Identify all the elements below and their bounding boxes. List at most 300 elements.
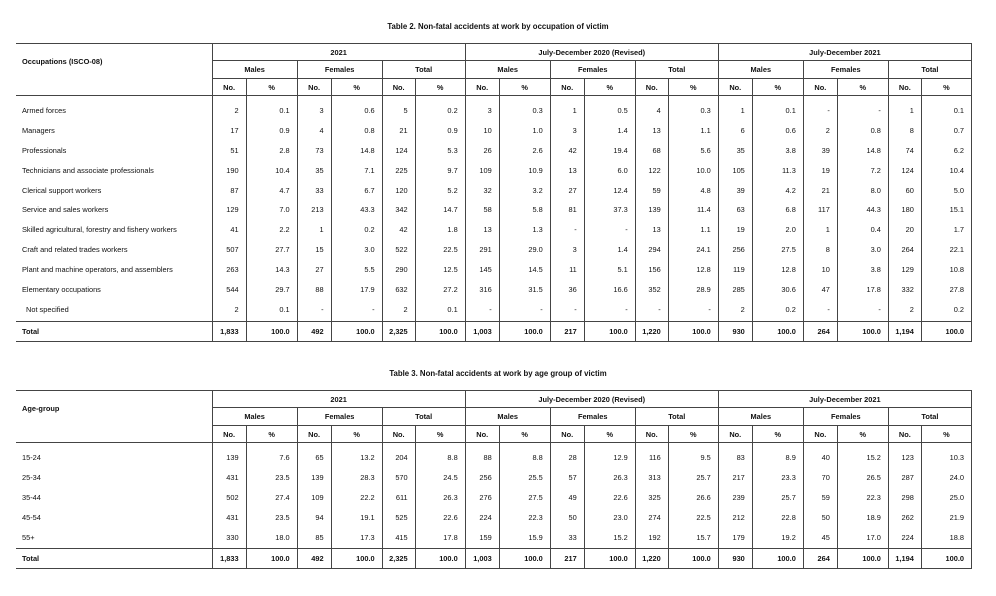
value-cell: 1.4 xyxy=(584,120,635,140)
value-cell: 35 xyxy=(718,140,752,160)
sub-header-no: No. xyxy=(803,426,837,443)
value-cell: 28.9 xyxy=(668,280,718,300)
value-cell: 31.5 xyxy=(499,280,550,300)
value-cell: 105 xyxy=(718,160,752,180)
value-cell: 50 xyxy=(803,507,837,527)
sub-header-no: No. xyxy=(888,79,921,96)
sub-header-pct: % xyxy=(752,426,803,443)
value-cell: 15.2 xyxy=(837,448,888,468)
sub-header-pct: % xyxy=(921,426,971,443)
value-cell: 58 xyxy=(465,200,499,220)
value-cell: 0.6 xyxy=(331,101,382,121)
row-header-label: Occupations (ISCO-08) xyxy=(16,44,212,79)
value-cell: 24.1 xyxy=(668,240,718,260)
value-cell: 33 xyxy=(297,180,331,200)
total-cell: 100.0 xyxy=(331,321,382,341)
value-cell: 7.6 xyxy=(246,448,297,468)
value-cell: 57 xyxy=(550,467,584,487)
value-cell: 544 xyxy=(212,280,246,300)
value-cell: 22.5 xyxy=(668,507,718,527)
group-header: Females xyxy=(803,61,888,79)
total-cell: 1,194 xyxy=(888,321,921,341)
value-cell: 2 xyxy=(718,299,752,319)
value-cell: 4 xyxy=(635,101,668,121)
value-cell: 190 xyxy=(212,160,246,180)
value-cell: 4 xyxy=(297,120,331,140)
value-cell: 14.8 xyxy=(331,140,382,160)
total-label: Total xyxy=(16,321,212,341)
value-cell: 3.0 xyxy=(837,240,888,260)
total-cell: 100.0 xyxy=(499,549,550,569)
total-cell: 217 xyxy=(550,321,584,341)
value-cell: 0.4 xyxy=(837,220,888,240)
group-header: Total xyxy=(382,61,465,79)
group-header: Total xyxy=(635,61,718,79)
value-cell: 1.0 xyxy=(499,120,550,140)
value-cell: 19 xyxy=(718,220,752,240)
value-cell: 15.1 xyxy=(921,200,971,220)
data-row xyxy=(16,527,972,547)
value-cell: 10 xyxy=(465,120,499,140)
value-cell: 5.6 xyxy=(668,140,718,160)
total-cell: 100.0 xyxy=(415,321,465,341)
value-cell: 5.0 xyxy=(921,180,971,200)
sub-header-no: No. xyxy=(803,79,837,96)
value-cell: 120 xyxy=(382,180,415,200)
value-cell: - xyxy=(465,299,499,319)
value-cell: 2 xyxy=(888,299,921,319)
group-header: Males xyxy=(212,61,297,79)
value-cell: 36 xyxy=(550,280,584,300)
total-cell: 930 xyxy=(718,321,752,341)
value-cell: 9.5 xyxy=(668,448,718,468)
group-header: Females xyxy=(550,61,635,79)
value-cell: - xyxy=(803,101,837,121)
value-cell: 507 xyxy=(212,240,246,260)
sub-header-pct: % xyxy=(331,426,382,443)
value-cell: 22.5 xyxy=(415,240,465,260)
value-cell: 0.5 xyxy=(584,101,635,121)
sub-header-pct: % xyxy=(837,79,888,96)
period-header: 2021 xyxy=(212,44,465,61)
value-cell: 8.0 xyxy=(837,180,888,200)
value-cell: 0.6 xyxy=(752,120,803,140)
period-header: July-December 2020 (Revised) xyxy=(465,391,718,408)
value-cell: 10.4 xyxy=(921,160,971,180)
value-cell: 2.0 xyxy=(752,220,803,240)
value-cell: 0.8 xyxy=(837,120,888,140)
total-cell: 1,220 xyxy=(635,321,668,341)
value-cell: 1.4 xyxy=(584,240,635,260)
value-cell: 5.8 xyxy=(499,200,550,220)
total-cell: 100.0 xyxy=(837,321,888,341)
value-cell: 1 xyxy=(718,101,752,121)
value-cell: 50 xyxy=(550,507,584,527)
value-cell: 4.2 xyxy=(752,180,803,200)
value-cell: 8.8 xyxy=(415,448,465,468)
value-cell: 332 xyxy=(888,280,921,300)
value-cell: 3.2 xyxy=(499,180,550,200)
value-cell: 28.3 xyxy=(331,467,382,487)
value-cell: 4.8 xyxy=(668,180,718,200)
value-cell: 25.5 xyxy=(499,467,550,487)
data-row xyxy=(16,120,972,140)
value-cell: 23.3 xyxy=(752,467,803,487)
value-cell: 239 xyxy=(718,487,752,507)
value-cell: 23.5 xyxy=(246,507,297,527)
value-cell: 0.3 xyxy=(668,101,718,121)
value-cell: 262 xyxy=(888,507,921,527)
value-cell: 124 xyxy=(382,140,415,160)
total-cell: 100.0 xyxy=(921,549,971,569)
total-cell: 100.0 xyxy=(752,321,803,341)
sub-header-pct: % xyxy=(331,79,382,96)
value-cell: 18.8 xyxy=(921,527,971,547)
value-cell: - xyxy=(668,299,718,319)
total-row xyxy=(16,321,972,341)
data-row xyxy=(16,200,972,220)
row-label: 35-44 xyxy=(22,492,41,502)
value-cell: 21 xyxy=(803,180,837,200)
group-header: Females xyxy=(803,408,888,426)
value-cell: 2 xyxy=(212,299,246,319)
value-cell: 49 xyxy=(550,487,584,507)
row-label: Plant and machine operators, and assemblers xyxy=(22,265,173,275)
data-row xyxy=(16,240,972,260)
total-cell: 2,325 xyxy=(382,549,415,569)
value-cell: 0.1 xyxy=(415,299,465,319)
value-cell: 15.9 xyxy=(499,527,550,547)
value-cell: 88 xyxy=(297,280,331,300)
value-cell: 6.7 xyxy=(331,180,382,200)
value-cell: 139 xyxy=(212,448,246,468)
sub-header-row xyxy=(16,426,972,443)
value-cell: 1 xyxy=(803,220,837,240)
value-cell: 313 xyxy=(635,467,668,487)
value-cell: 40 xyxy=(803,448,837,468)
value-cell: 27.7 xyxy=(246,240,297,260)
total-cell: 100.0 xyxy=(752,549,803,569)
value-cell: 16.6 xyxy=(584,280,635,300)
value-cell: 5.3 xyxy=(415,140,465,160)
value-cell: 15.7 xyxy=(668,527,718,547)
group-header: Males xyxy=(465,61,550,79)
value-cell: 13 xyxy=(635,220,668,240)
data-row xyxy=(16,140,972,160)
value-cell: 47 xyxy=(803,280,837,300)
value-cell: 19 xyxy=(803,160,837,180)
value-cell: 212 xyxy=(718,507,752,527)
value-cell: 2 xyxy=(803,120,837,140)
group-header: Total xyxy=(635,408,718,426)
total-cell: 1,003 xyxy=(465,321,499,341)
data-row xyxy=(16,160,972,180)
value-cell: 8 xyxy=(803,240,837,260)
value-cell: 23.5 xyxy=(246,467,297,487)
value-cell: 10.4 xyxy=(246,160,297,180)
group-header: Total xyxy=(382,408,465,426)
value-cell: 0.9 xyxy=(246,120,297,140)
value-cell: 27 xyxy=(297,260,331,280)
value-cell: 51 xyxy=(212,140,246,160)
value-cell: 17.9 xyxy=(331,280,382,300)
sub-header-no: No. xyxy=(635,79,668,96)
data-row xyxy=(16,101,972,121)
value-cell: 13.2 xyxy=(331,448,382,468)
value-cell: 6.0 xyxy=(584,160,635,180)
value-cell: 224 xyxy=(465,507,499,527)
group-header: Males xyxy=(465,408,550,426)
value-cell: 81 xyxy=(550,200,584,220)
row-label: 45-54 xyxy=(22,512,41,522)
value-cell: 19.1 xyxy=(331,507,382,527)
row-label: Managers xyxy=(22,125,55,135)
value-cell: 225 xyxy=(382,160,415,180)
value-cell: 3.0 xyxy=(331,240,382,260)
value-cell: 87 xyxy=(212,180,246,200)
value-cell: 325 xyxy=(635,487,668,507)
value-cell: 6.2 xyxy=(921,140,971,160)
value-cell: 94 xyxy=(297,507,331,527)
value-cell: 3.8 xyxy=(837,260,888,280)
value-cell: 124 xyxy=(888,160,921,180)
value-cell: 27.5 xyxy=(499,487,550,507)
total-cell: 217 xyxy=(550,549,584,569)
value-cell: 12.4 xyxy=(584,180,635,200)
total-cell: 492 xyxy=(297,321,331,341)
value-cell: 39 xyxy=(718,180,752,200)
total-cell: 930 xyxy=(718,549,752,569)
row-label: Clerical support workers xyxy=(22,185,102,195)
value-cell: 60 xyxy=(888,180,921,200)
value-cell: 179 xyxy=(718,527,752,547)
row-label: 25-34 xyxy=(22,472,41,482)
value-cell: 33 xyxy=(550,527,584,547)
value-cell: 24.0 xyxy=(921,467,971,487)
value-cell: - xyxy=(837,101,888,121)
row-label: Armed forces xyxy=(22,105,66,115)
value-cell: 632 xyxy=(382,280,415,300)
value-cell: 35 xyxy=(297,160,331,180)
value-cell: 290 xyxy=(382,260,415,280)
value-cell: 287 xyxy=(888,467,921,487)
value-cell: 32 xyxy=(465,180,499,200)
value-cell: 45 xyxy=(803,527,837,547)
value-cell: 8.8 xyxy=(499,448,550,468)
value-cell: 14.7 xyxy=(415,200,465,220)
value-cell: 213 xyxy=(297,200,331,220)
value-cell: 18.9 xyxy=(837,507,888,527)
period-header-row xyxy=(16,391,972,408)
value-cell: 59 xyxy=(635,180,668,200)
sub-header-pct: % xyxy=(246,426,297,443)
value-cell: 5.2 xyxy=(415,180,465,200)
sub-header-spacer xyxy=(16,426,212,443)
value-cell: 68 xyxy=(635,140,668,160)
value-cell: 25.0 xyxy=(921,487,971,507)
value-cell: 22.8 xyxy=(752,507,803,527)
value-cell: 192 xyxy=(635,527,668,547)
total-cell: 1,220 xyxy=(635,549,668,569)
value-cell: 1.8 xyxy=(415,220,465,240)
row-label: Elementary occupations xyxy=(22,284,101,294)
value-cell: 3.8 xyxy=(752,140,803,160)
value-cell: 29.0 xyxy=(499,240,550,260)
value-cell: 59 xyxy=(803,487,837,507)
row-label: Skilled agricultural, forestry and fishery workers xyxy=(22,225,177,235)
sub-header-pct: % xyxy=(415,426,465,443)
value-cell: 274 xyxy=(635,507,668,527)
sub-header-pct: % xyxy=(584,79,635,96)
data-row xyxy=(16,260,972,280)
value-cell: 26.3 xyxy=(415,487,465,507)
value-cell: 263 xyxy=(212,260,246,280)
total-cell: 100.0 xyxy=(837,549,888,569)
total-cell: 100.0 xyxy=(921,321,971,341)
row-label: Not specified xyxy=(26,304,69,314)
period-header: July-December 2021 xyxy=(718,391,971,408)
sub-header-row xyxy=(16,79,972,96)
value-cell: 22.1 xyxy=(921,240,971,260)
sub-header-pct: % xyxy=(668,79,718,96)
row-label: Craft and related trades workers xyxy=(22,245,128,255)
value-cell: 1.1 xyxy=(668,120,718,140)
value-cell: 29.7 xyxy=(246,280,297,300)
value-cell: 3 xyxy=(550,240,584,260)
value-cell: 14.3 xyxy=(246,260,297,280)
data-row xyxy=(16,180,972,200)
total-cell: 264 xyxy=(803,549,837,569)
value-cell: 23.0 xyxy=(584,507,635,527)
value-cell: 11 xyxy=(550,260,584,280)
sub-header-pct: % xyxy=(584,426,635,443)
value-cell: 6.8 xyxy=(752,200,803,220)
value-cell: 0.1 xyxy=(246,299,297,319)
period-header: July-December 2021 xyxy=(718,44,971,61)
value-cell: 109 xyxy=(297,487,331,507)
total-cell: 100.0 xyxy=(415,549,465,569)
value-cell: 70 xyxy=(803,467,837,487)
value-cell: 0.7 xyxy=(921,120,971,140)
data-row xyxy=(16,467,972,487)
value-cell: 17.8 xyxy=(415,527,465,547)
sub-header-pct: % xyxy=(921,79,971,96)
value-cell: 25.7 xyxy=(668,467,718,487)
value-cell: 291 xyxy=(465,240,499,260)
value-cell: 156 xyxy=(635,260,668,280)
value-cell: 26 xyxy=(465,140,499,160)
value-cell: 0.2 xyxy=(331,220,382,240)
value-cell: 7.0 xyxy=(246,200,297,220)
value-cell: 25.7 xyxy=(752,487,803,507)
value-cell: 74 xyxy=(888,140,921,160)
value-cell: 285 xyxy=(718,280,752,300)
value-cell: 1 xyxy=(550,101,584,121)
value-cell: 7.2 xyxy=(837,160,888,180)
value-cell: 22.2 xyxy=(331,487,382,507)
value-cell: 109 xyxy=(465,160,499,180)
value-cell: - xyxy=(584,299,635,319)
group-header: Total xyxy=(888,408,971,426)
row-header-label: Age-group xyxy=(16,391,212,426)
value-cell: 13 xyxy=(465,220,499,240)
value-cell: 65 xyxy=(297,448,331,468)
value-cell: 525 xyxy=(382,507,415,527)
total-cell: 264 xyxy=(803,321,837,341)
sub-header-pct: % xyxy=(415,79,465,96)
value-cell: 3 xyxy=(465,101,499,121)
group-header: Males xyxy=(718,408,803,426)
value-cell: 12.8 xyxy=(668,260,718,280)
total-cell: 100.0 xyxy=(246,321,297,341)
value-cell: 159 xyxy=(465,527,499,547)
sub-header-pct: % xyxy=(668,426,718,443)
group-header: Females xyxy=(297,61,382,79)
value-cell: 20 xyxy=(888,220,921,240)
sub-header-no: No. xyxy=(212,426,246,443)
data-row xyxy=(16,487,972,507)
total-cell: 100.0 xyxy=(246,549,297,569)
sub-header-pct: % xyxy=(837,426,888,443)
sub-header-no: No. xyxy=(212,79,246,96)
total-cell: 100.0 xyxy=(499,321,550,341)
group-header: Males xyxy=(718,61,803,79)
value-cell: 264 xyxy=(888,240,921,260)
sub-header-no: No. xyxy=(382,426,415,443)
value-cell: 44.3 xyxy=(837,200,888,220)
group-header: Females xyxy=(297,408,382,426)
value-cell: 15 xyxy=(297,240,331,260)
value-cell: 17.8 xyxy=(837,280,888,300)
value-cell: 570 xyxy=(382,467,415,487)
value-cell: 12.5 xyxy=(415,260,465,280)
value-cell: 117 xyxy=(803,200,837,220)
value-cell: 342 xyxy=(382,200,415,220)
value-cell: 352 xyxy=(635,280,668,300)
sub-header-pct: % xyxy=(499,426,550,443)
value-cell: 15.2 xyxy=(584,527,635,547)
value-cell: 1.3 xyxy=(499,220,550,240)
value-cell: 10.9 xyxy=(499,160,550,180)
value-cell: - xyxy=(635,299,668,319)
value-cell: 6 xyxy=(718,120,752,140)
value-cell: 14.5 xyxy=(499,260,550,280)
value-cell: 298 xyxy=(888,487,921,507)
total-cell: 100.0 xyxy=(584,321,635,341)
value-cell: 21 xyxy=(382,120,415,140)
sub-header-pct: % xyxy=(246,79,297,96)
value-cell: 24.5 xyxy=(415,467,465,487)
total-cell: 1,833 xyxy=(212,549,246,569)
sub-header-no: No. xyxy=(718,79,752,96)
value-cell: 139 xyxy=(297,467,331,487)
value-cell: 3 xyxy=(550,120,584,140)
value-cell: 0.2 xyxy=(752,299,803,319)
value-cell: 0.1 xyxy=(921,101,971,121)
value-cell: 12.9 xyxy=(584,448,635,468)
value-cell: 13 xyxy=(550,160,584,180)
value-cell: 7.1 xyxy=(331,160,382,180)
value-cell: 431 xyxy=(212,507,246,527)
value-cell: 10.0 xyxy=(668,160,718,180)
value-cell: 2.6 xyxy=(499,140,550,160)
value-cell: 17.0 xyxy=(837,527,888,547)
value-cell: 415 xyxy=(382,527,415,547)
value-cell: 39 xyxy=(803,140,837,160)
value-cell: 10 xyxy=(803,260,837,280)
group-header: Females xyxy=(550,408,635,426)
value-cell: - xyxy=(331,299,382,319)
